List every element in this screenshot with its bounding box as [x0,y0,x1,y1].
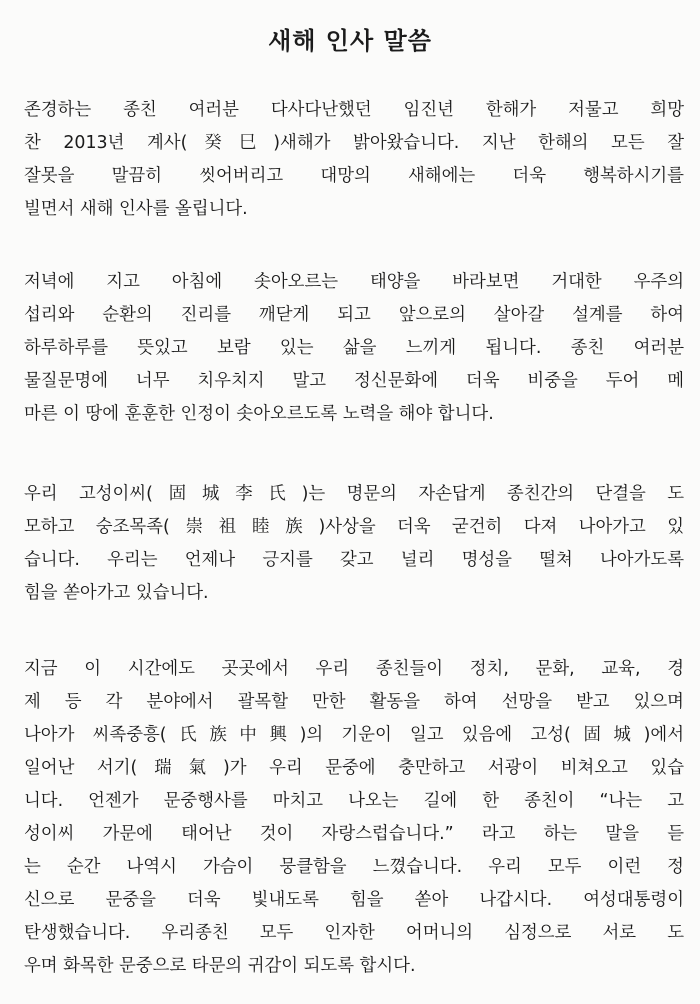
paragraph-line: 는 순간 나역시 가슴이 뭉클함을 느꼈습니다. 우리 모두 이런 정 [24,857,684,877]
paragraph-line: 마른 이 땅에 훈훈한 인정이 솟아오르도록 노력을 해야 합니다. [24,404,494,424]
document-title: 새해 인사 말씀 [268,27,432,55]
paragraph-line: 존경하는 종친 여러분 다사다난했던 임진년 한해가 저물고 희망 [24,100,684,120]
paragraph-line: 성이씨 가문에 태어난 것이 자랑스럽습니다.” 라고 하는 말을 듣 [24,824,684,844]
paragraph-line: 모하고 숭조목족(崇祖睦族)사상을 더욱 굳건히 다져 나아가고 있 [24,517,684,537]
paragraph-line: 니다. 언젠가 문중행사를 마치고 나오는 길에 한 종친이 “나는 고 [24,791,684,811]
paragraph-line: 우며 화목한 문중으로 타문의 귀감이 되도록 합시다. [24,956,416,976]
paragraph-line: 힘을 쏟아가고 있습니다. [24,583,209,603]
paragraph-line: 잘못을 말끔히 씻어버리고 대망의 새해에는 더욱 행복하시기를 [24,166,684,186]
paragraph-1 [24,94,684,226]
paragraph-3 [24,478,684,610]
paragraph-line: 나아가 씨족중흥(氏族中興)의 기운이 일고 있음에 고성(固城)에서 [24,725,684,745]
paragraph-line: 찬 2013년 계사(癸巳)새해가 밝아왔습니다. 지난 한해의 모든 잘 [24,133,684,153]
paragraph-line: 신으로 문중을 더욱 빛내도록 힘을 쏟아 나갑시다. 여성대통령이 [24,890,684,910]
paragraph-line: 습니다. 우리는 언제나 긍지를 갖고 널리 명성을 떨쳐 나아가도록 [24,550,684,570]
paragraph-line: 하루하루를 뜻있고 보람 있는 삶을 느끼게 됩니다. 종친 여러분 [24,338,684,358]
paragraph-line: 물질문명에 너무 치우치지 말고 정신문화에 더욱 비중을 두어 메 [24,371,684,391]
paragraph-line: 빌면서 새해 인사를 올립니다. [24,199,248,219]
paragraph-line: 섭리와 순환의 진리를 깨닫게 되고 앞으로의 살아갈 설계를 하여 [24,305,684,325]
paragraph-line: 제 등 각 분야에서 괄목할 만한 활동을 하여 선망을 받고 있으며 [24,692,684,712]
paragraph-4 [24,653,684,983]
paragraph-line: 탄생했습니다. 우리종친 모두 인자한 어머니의 심정으로 서로 도 [24,923,684,943]
paragraph-2 [24,266,684,431]
paragraph-line: 저녁에 지고 아침에 솟아오르는 태양을 바라보면 거대한 우주의 [24,272,684,292]
paragraph-line: 우리 고성이씨(固城李氏)는 명문의 자손답게 종친간의 단결을 도 [24,484,684,504]
paragraph-line: 지금 이 시간에도 곳곳에서 우리 종친들이 정치, 문화, 교육, 경 [24,659,684,679]
paragraph-line: 일어난 서기(瑞氣)가 우리 문중에 충만하고 서광이 비쳐오고 있습 [24,758,684,778]
